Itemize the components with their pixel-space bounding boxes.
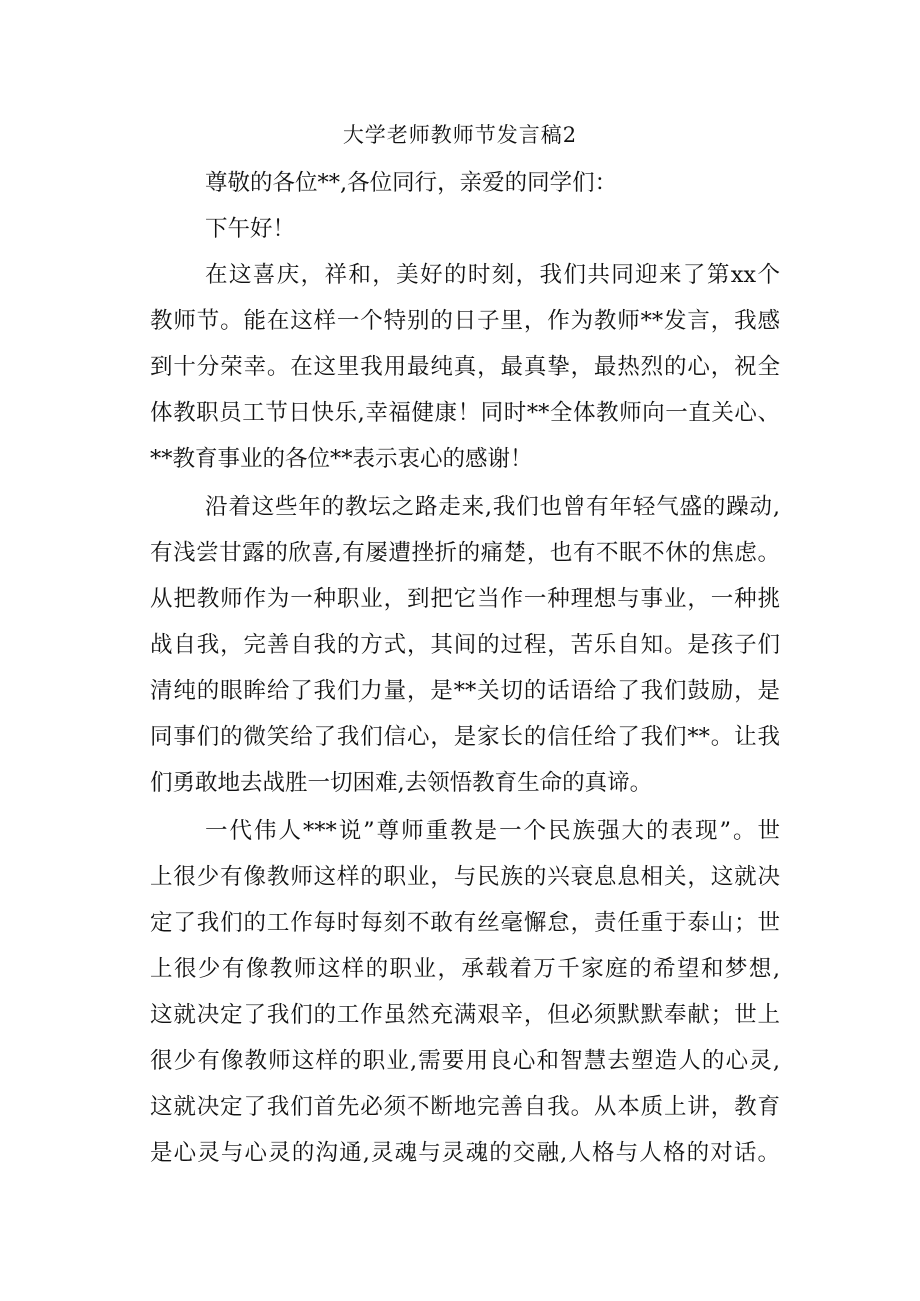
salutation: 尊敬的各位**,各位同行，亲爱的同学们： (205, 170, 618, 196)
greeting: 下午好！ (205, 216, 296, 242)
paragraph-1-line-3: 到十分荣幸。在这里我用最纯真，最真挚，最热烈的心，祝全 (150, 354, 780, 380)
paragraph-1-line-4: 体教职员工节日快乐,幸福健康！同时**全体教师向一直关心、 (150, 400, 780, 426)
paragraph-1-line-2: 教师节。能在这样一个特别的日子里，作为教师**发言，我感 (150, 308, 780, 334)
paragraph-3-line-3: 定了我们的工作每时每刻不敢有丝毫懈怠，责任重于泰山；世 (150, 910, 780, 936)
paragraph-3-line-1: 一代伟人***说”尊师重教是一个民族强大的表现”。世 (205, 818, 780, 844)
paragraph-2-line-6: 同事们的微笑给了我们信心，是家长的信任给了我们**。让我 (150, 724, 780, 750)
paragraph-2-line-5: 清纯的眼眸给了我们力量，是**关切的话语给了我们鼓励，是 (150, 678, 780, 704)
paragraph-2-line-1: 沿着这些年的教坛之路走来,我们也曾有年轻气盛的躁动, (205, 494, 780, 520)
paragraph-3-line-2: 上很少有像教师这样的职业，与民族的兴衰息息相关，这就决 (150, 864, 780, 890)
paragraph-3-line-7: 这就决定了我们首先必须不断地完善自我。从本质上讲，教育 (150, 1094, 780, 1120)
paragraph-1-line-1: 在这喜庆，祥和，美好的时刻，我们共同迎来了第xx个 (205, 262, 780, 288)
paragraph-2-line-3: 从把教师作为一种职业，到把它当作一种理想与事业，一种挑 (150, 586, 780, 612)
paragraph-3-line-5: 这就决定了我们的工作虽然充满艰辛，但必须默默奉献；世上 (150, 1002, 780, 1028)
paragraph-3-line-4: 上很少有像教师这样的职业，承载着万千家庭的希望和梦想, (150, 956, 780, 982)
paragraph-2-line-7: 们勇敢地去战胜一切困难,去领悟教育生命的真谛。 (150, 770, 653, 796)
paragraph-3-line-8: 是心灵与心灵的沟通,灵魂与灵魂的交融,人格与人格的对话。 (150, 1140, 780, 1166)
document-title: 大学老师教师节发言稿2 (342, 123, 578, 147)
paragraph-1-line-5: **教育事业的各位**表示衷心的感谢！ (150, 446, 533, 472)
paragraph-2-line-2: 有浅尝甘露的欣喜,有屡遭挫折的痛楚，也有不眠不休的焦虑。 (150, 540, 780, 566)
paragraph-2-line-4: 战自我，完善自我的方式，其间的过程，苦乐自知。是孩子们 (150, 632, 780, 658)
paragraph-3-line-6: 很少有像教师这样的职业,需要用良心和智慧去塑造人的心灵, (150, 1048, 780, 1074)
